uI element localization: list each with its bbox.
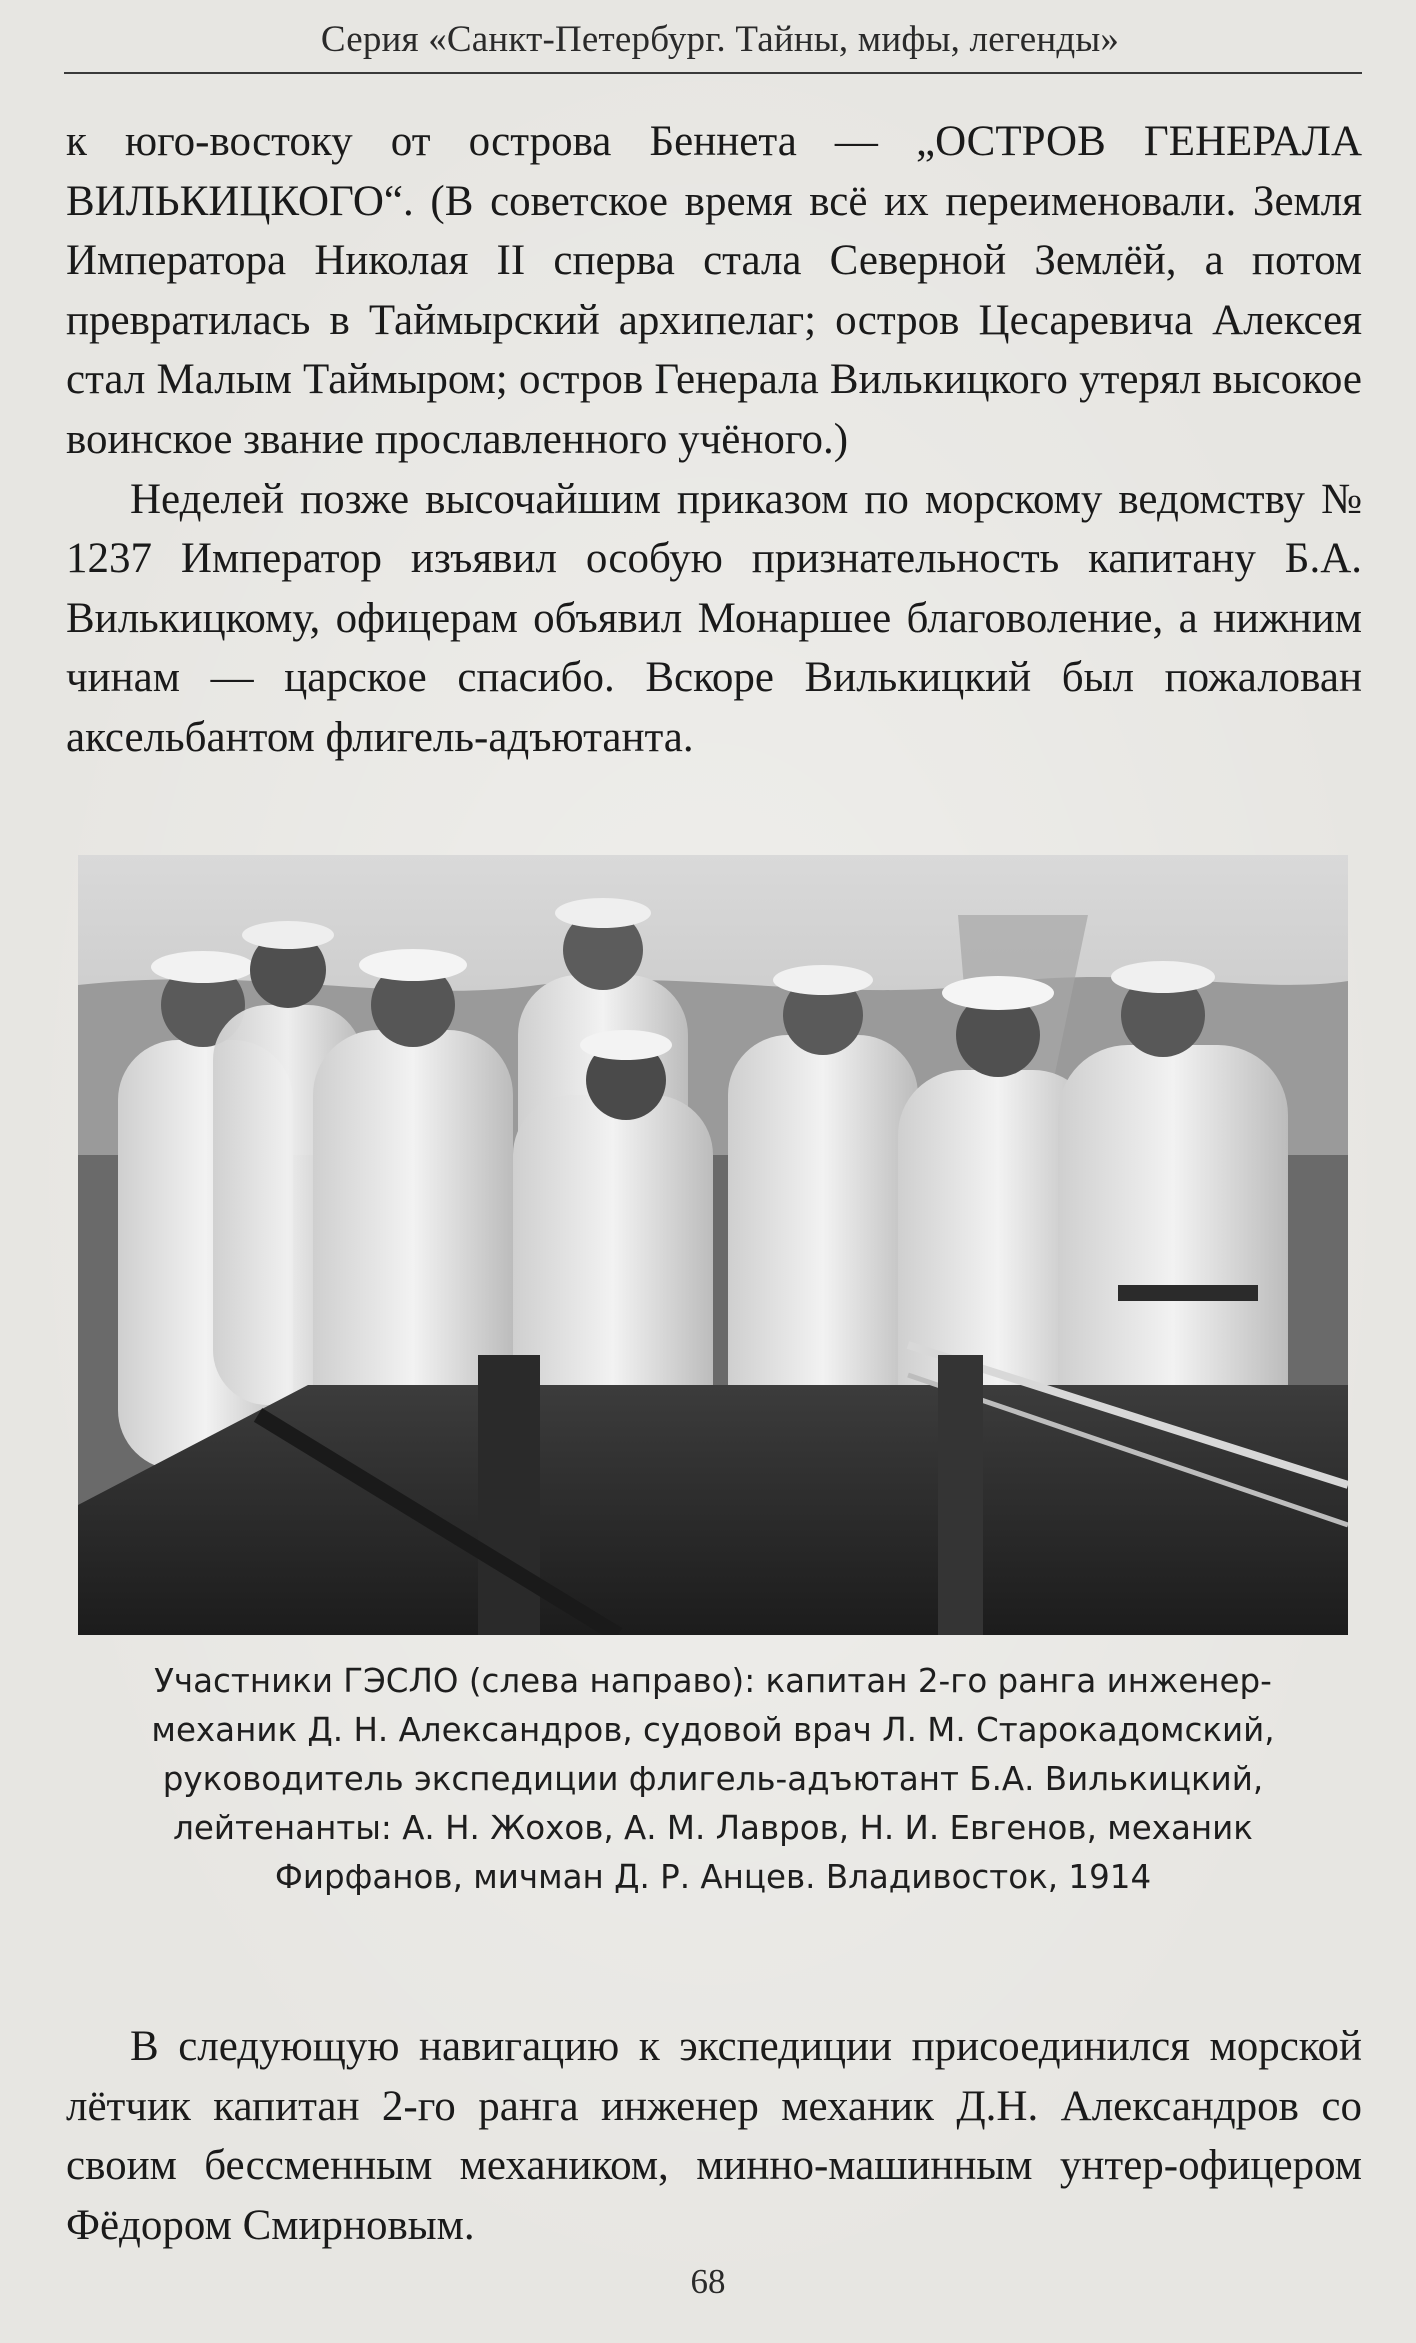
- paragraph: Неделей позже высочайшим приказом по морскому ведомству № 1237 Император изъявил особую признательность капитану Б.А. Вилькицкому, офицерам объявил Монаршее благоволение, а нижним чинам — царское спасибо. Вскоре Вилькицкий был пожалован аксельбантом флигель-адъютанта.: [66, 475, 1362, 761]
- figure-caption: [90, 1657, 1336, 1902]
- caption-line: Фирфанов, мичман Д. Р. Анцев. Владивосток, 1914: [274, 1858, 1152, 1896]
- group-photo: [78, 855, 1348, 1635]
- page-number: 68: [690, 2262, 726, 2301]
- caption-line: руководитель экспедиции флигель-адъютант Б.А. Вилькицкий,: [162, 1760, 1264, 1798]
- running-head: Серия «Санкт-Петербург. Тайны, мифы, легенды»: [320, 19, 1120, 60]
- paragraph: к юго-востоку от острова Беннета — „ОСТРОВ ГЕНЕРАЛА ВИЛЬКИЦКОГО“. (В советское время всё их переименовали. Земля Императора Николая II сперва стала Северной Землёй, а потом превратилась в Таймырский архипелаг; остров Цесаревича Алексея стал Малым Таймыром; остров Генерала Вилькицкого утерял высокое воинское звание прославленного учёного.): [66, 118, 1362, 463]
- text-block-bottom: [66, 2017, 1362, 2255]
- text-block-top: [66, 112, 1362, 768]
- caption-line: лейтенанты: А. Н. Жохов, А. М. Лавров, Н. И. Евгенов, механик: [173, 1809, 1253, 1847]
- header-rule: [64, 72, 1362, 74]
- caption-line: механик Д. Н. Александров, судовой врач Л. М. Старокадомский,: [151, 1711, 1275, 1749]
- paragraph: В следующую навигацию к экспедиции присоединился морской лётчик капитан 2-го ранга инженер механик Д.Н. Александров со своим бессменным механиком, минно-машинным унтер-офицером Фёдором Смирновым.: [66, 2023, 1362, 2249]
- photo-image: [78, 855, 1348, 1635]
- caption-line: Участники ГЭСЛО (слева направо): капитан 2-го ранга инженер-: [154, 1662, 1272, 1700]
